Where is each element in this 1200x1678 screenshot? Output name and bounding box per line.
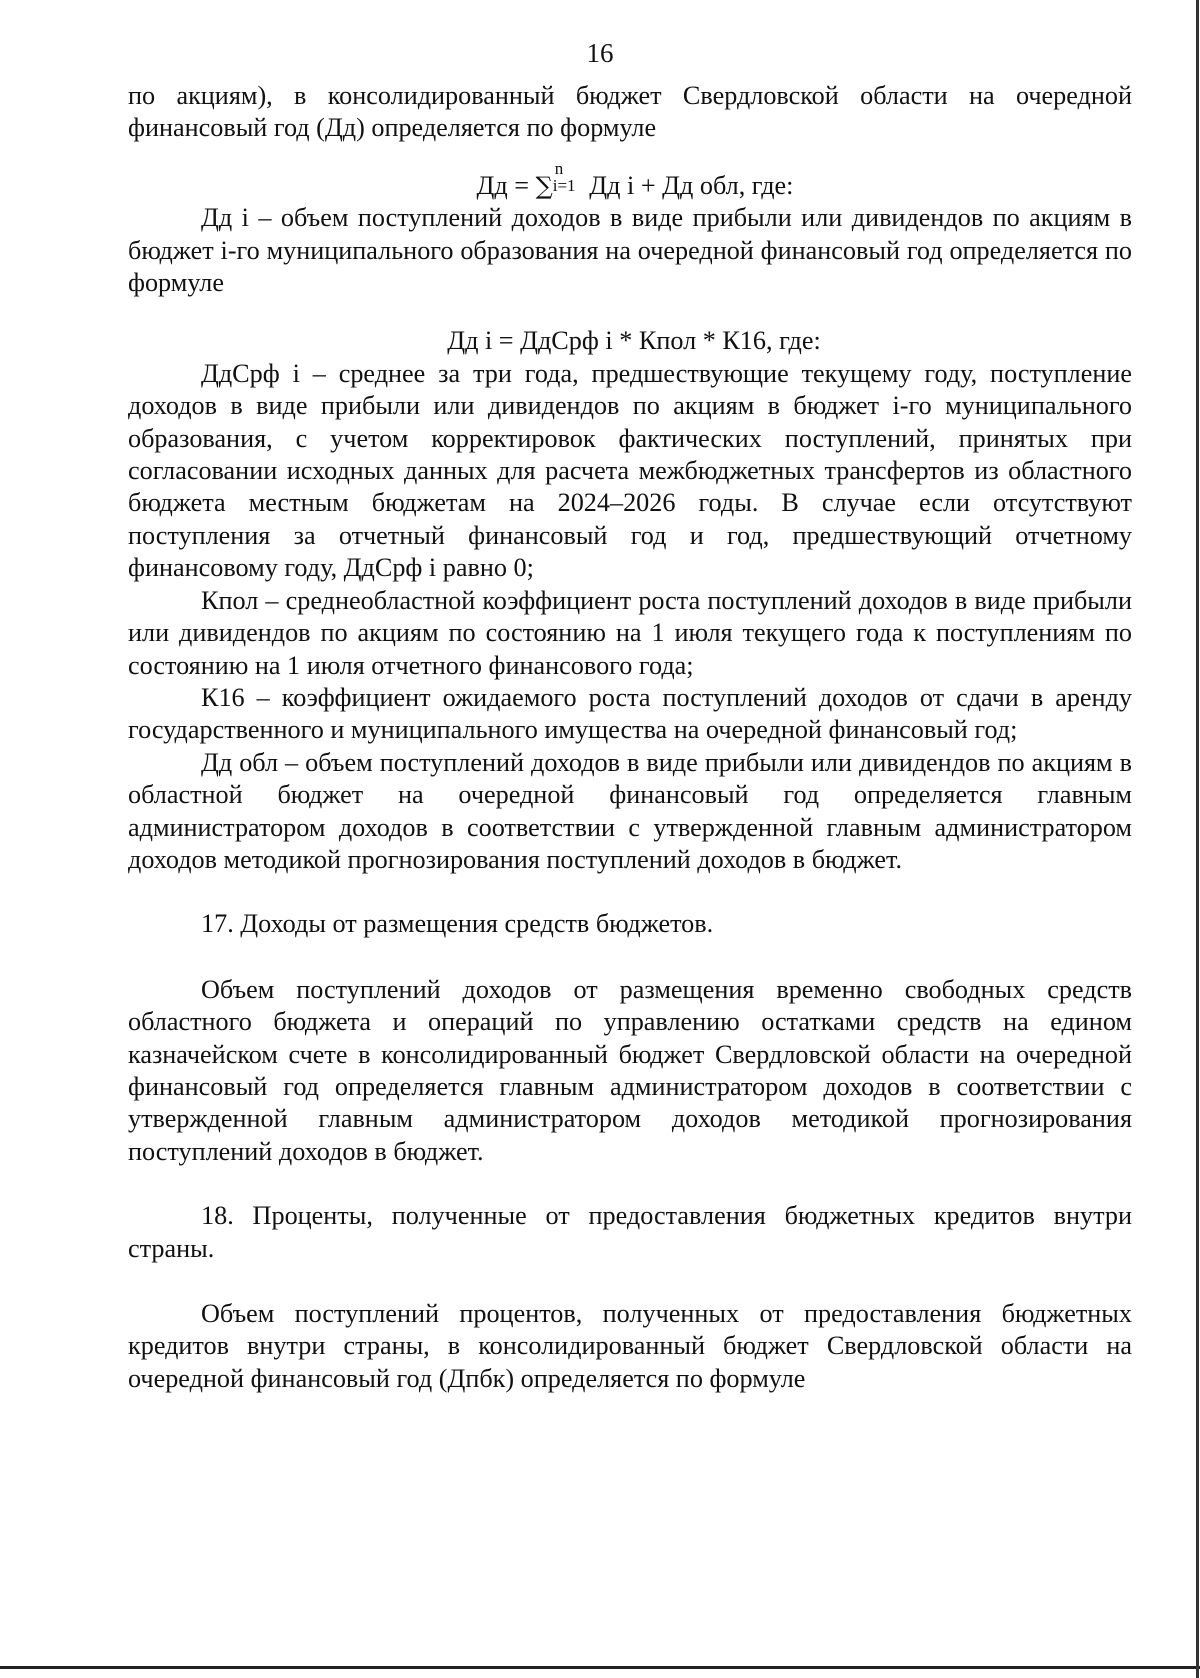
paragraph-dd-i-definition: Дд i – объем поступлений доходов в виде прибыли или дивидендов по акциям в бюджет i-го муниципального образования на очередной финансовый год определяется по формуле	[128, 203, 1132, 298]
section-heading-18: 18. Проценты, полученные от предоставления бюджетных кредитов внутри страны.	[128, 1201, 1132, 1263]
paragraph-section-17: Объем поступлений доходов от размещения временно свободных средств областного бюджета и операций по управлению остатками средств на едином казначейском счете в консолидированный бюджет Свердловской области на очередной финансовый год определяется главным администратором доходов в соответствии с утвержденной главным администратором доходов методикой прогнозирования поступлений доходов в бюджет.	[128, 974, 1132, 1166]
scan-bottom-edge	[0, 1666, 1200, 1669]
paragraph-dd-obl-definition: Дд обл – объем поступлений доходов в виде прибыли или дивидендов по акциям в областной бюджет на очередной финансовый год определяется главным администратором доходов в соответствии с утвержденной главным администратором доходов методикой прогнозирования поступлений доходов в бюджет.	[128, 747, 1132, 874]
formula-dd-rhs: Дд i + Дд обл, где:	[582, 170, 794, 200]
sum-upper-limit: n	[554, 158, 564, 178]
paragraph-intro: по акциям), в консолидированный бюджет Свердловской области на очередной финансовый год (Дд) определяется по формуле	[128, 81, 1132, 143]
sum-limits	[552, 158, 583, 195]
page-number: 16	[586, 38, 614, 68]
scan-right-edge	[1196, 0, 1199, 1678]
sum-lower-limit: i=1	[552, 175, 576, 195]
paragraph-ddsrf-definition: ДдСрф i – среднее за три года, предшествующие текущему году, поступление доходов в виде прибыли или дивидендов по акциям в бюджет i-го муниципального образования, с учетом корректировок фактических поступлений, принятых при согласовании исходных данных для расчета межбюджетных трансфертов из областного бюджета местным бюджетам на 2024–2026 годы. В случае если отсутствуют поступления за отчетный финансовый год и год, предшествующий отчетному финансовому году, ДдСрф i равно 0;	[128, 358, 1132, 583]
paragraph-kpol-definition: Кпол – среднеобластной коэффициент роста поступлений доходов в виде прибыли или дивидендов по акциям по состоянию на 1 июля текущего года к поступлениям по состоянию на 1 июля отчетного финансового года;	[128, 585, 1132, 680]
paragraph-section-18: Объем поступлений процентов, полученных от предоставления бюджетных кредитов внутри страны, в консолидированный бюджет Свердловской области на очередной финансовый год (Дпбк) определяется по формуле	[128, 1299, 1132, 1393]
section-heading-17: 17. Доходы от размещения средств бюджетов.	[201, 909, 714, 939]
paragraph-k16-definition: К16 – коэффициент ожидаемого роста поступлений доходов от сдачи в аренду государственного и муниципального имущества на очередной финансовый год;	[128, 682, 1132, 745]
formula-dd-lhs: Дд =	[476, 170, 536, 200]
formula-dd-i: Дд i = ДдСрф i * Кпол * К16, где:	[447, 326, 821, 356]
sum-symbol: ∑	[535, 171, 553, 200]
page-body	[128, 80, 1132, 1395]
formula-dd	[128, 158, 1132, 202]
